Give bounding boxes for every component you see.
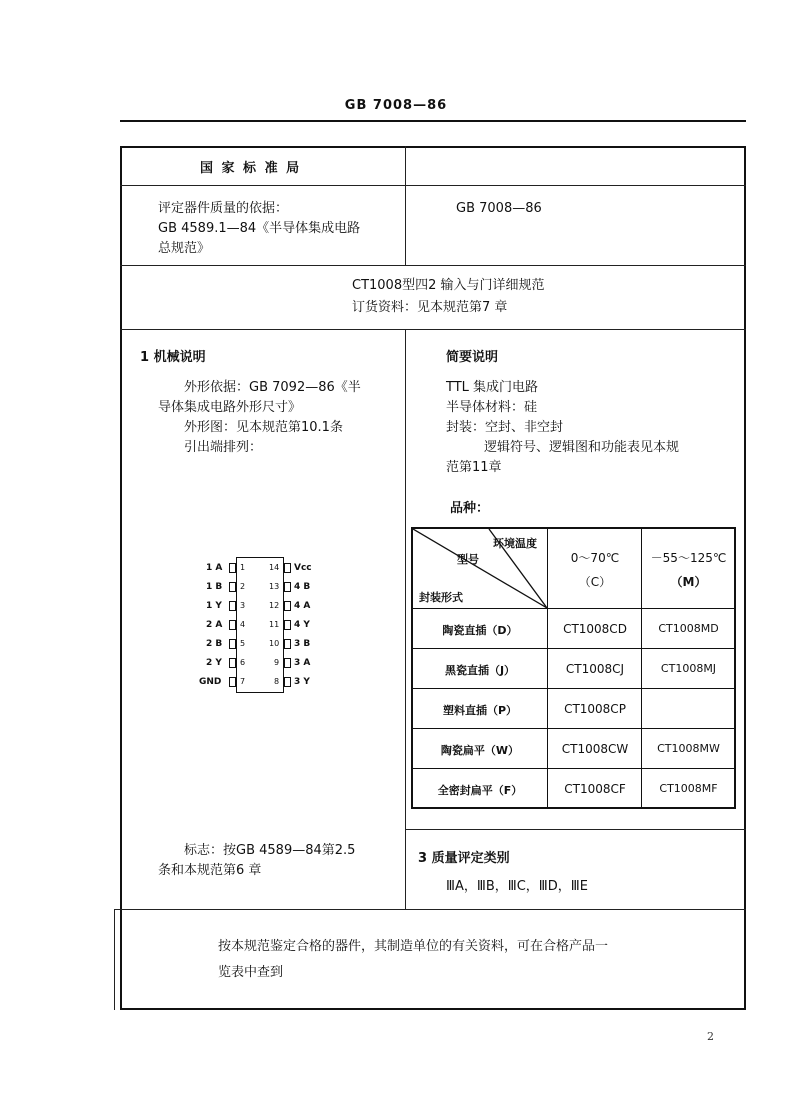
pin-label-right-8: 3 Y bbox=[294, 677, 310, 687]
pin-label-left-6: 2 Y bbox=[206, 658, 222, 668]
marking-line-2: 条和本规范第6 章 bbox=[158, 863, 262, 878]
pin-label-right-10: 3 B bbox=[294, 639, 311, 649]
header-rule bbox=[120, 120, 746, 122]
pin-label-left-4: 2 A bbox=[206, 620, 223, 630]
pin-right-11 bbox=[284, 620, 291, 630]
brief-line-4: 逻辑符号、逻辑图和功能表见本规 bbox=[484, 440, 680, 455]
pin-number-right-11: 11 bbox=[269, 620, 280, 629]
pin-number-right-12: 12 bbox=[269, 601, 280, 610]
col1-temp-range: 0～70℃ bbox=[570, 551, 620, 565]
pin-left-7 bbox=[229, 677, 236, 687]
pin-left-5 bbox=[229, 639, 236, 649]
table-row-c: CT1008CP bbox=[564, 702, 626, 716]
corner-type-label: 型号 bbox=[457, 553, 479, 566]
standard-number-header: GB 7008—86 bbox=[344, 98, 448, 113]
pin-left-1 bbox=[229, 563, 236, 573]
variants-table bbox=[411, 527, 736, 809]
pinout-label: 引出端排列： bbox=[184, 440, 263, 455]
table-row-m: CT1008MJ bbox=[660, 662, 717, 675]
section1-heading: 1 机械说明 bbox=[140, 350, 206, 365]
pin-right-10 bbox=[284, 639, 291, 649]
rule-block2-end bbox=[120, 329, 746, 330]
pin-label-left-2: 1 B bbox=[206, 582, 223, 592]
pin-number-left-5: 5 bbox=[240, 639, 246, 648]
quality-classes: ⅢA，ⅢB，ⅢC，ⅢD，ⅢE bbox=[446, 879, 588, 894]
table-row-pkg: 陶瓷扁平（W） bbox=[440, 744, 520, 757]
bottom-note-line-1: 按本规范鉴定合格的器件，其制造单位的有关资料，可在合格产品一 bbox=[218, 939, 609, 954]
table-row-pkg: 全密封扁平（F） bbox=[437, 784, 523, 797]
table-row-c: CT1008CD bbox=[563, 622, 627, 636]
pin-label-left-7: GND bbox=[199, 677, 222, 687]
pin-number-left-6: 6 bbox=[240, 658, 246, 667]
pin-number-left-2: 2 bbox=[240, 582, 246, 591]
spec-title: CT1008型四2 输入与门详细规范 bbox=[352, 278, 545, 293]
pin-number-left-4: 4 bbox=[240, 620, 246, 629]
pin-label-right-11: 4 Y bbox=[294, 620, 310, 630]
divider-block1 bbox=[405, 146, 406, 265]
pin-number-left-1: 1 bbox=[240, 563, 246, 572]
outline-basis-line-2: 导体集成电路外形尺寸》 bbox=[158, 400, 302, 415]
table-row-m: CT1008MW bbox=[657, 742, 720, 755]
pin-left-4 bbox=[229, 620, 236, 630]
outline-basis-line-1: 外形依据：GB 7092—86《半 bbox=[184, 380, 361, 395]
rule-block1-end bbox=[120, 265, 746, 266]
rule-bottom-block bbox=[114, 909, 746, 910]
section3-heading: 3 质量评定类别 bbox=[418, 851, 510, 866]
rule-title-row bbox=[120, 185, 746, 186]
pin-right-13 bbox=[284, 582, 291, 592]
pin-number-right-13: 13 bbox=[269, 582, 280, 591]
page-number: 2 bbox=[707, 1030, 714, 1043]
brief-heading: 简要说明 bbox=[446, 350, 499, 365]
pin-number-right-9: 9 bbox=[274, 658, 280, 667]
pin-label-right-13: 4 B bbox=[294, 582, 311, 592]
table-row-m: CT1008MD bbox=[658, 622, 719, 635]
brief-line-2: 半导体材料：硅 bbox=[446, 400, 538, 415]
corner-package-label: 封装形式 bbox=[419, 591, 463, 604]
col1-code: （C） bbox=[578, 575, 612, 589]
basis-line-1: GB 4589.1—84《半导体集成电路 bbox=[158, 221, 361, 236]
variants-label: 品种： bbox=[450, 501, 490, 516]
bottom-note-line-2: 览表中查到 bbox=[218, 965, 284, 980]
rule-section3-top bbox=[405, 829, 746, 830]
pin-number-left-3: 3 bbox=[240, 601, 246, 610]
pin-label-left-5: 2 B bbox=[206, 639, 223, 649]
pin-label-right-12: 4 A bbox=[294, 601, 311, 611]
marking-line-1: 标志：按GB 4589—84第2.5 bbox=[184, 843, 356, 858]
basis-label: 评定器件质量的依据： bbox=[158, 201, 289, 216]
pin-left-3 bbox=[229, 601, 236, 611]
pin-label-left-1: 1 A bbox=[206, 563, 223, 573]
right-standard-number: GB 7008—86 bbox=[456, 201, 542, 216]
pin-number-right-10: 10 bbox=[269, 639, 280, 648]
issuer-title: 国 家 标 准 局 bbox=[200, 161, 302, 176]
brief-line-1: TTL 集成门电路 bbox=[446, 380, 539, 395]
pin-label-left-3: 1 Y bbox=[206, 601, 222, 611]
pin-left-2 bbox=[229, 582, 236, 592]
pin-right-12 bbox=[284, 601, 291, 611]
table-row-pkg: 陶瓷直插（D） bbox=[442, 624, 518, 637]
bottom-left-edge bbox=[114, 909, 115, 1010]
pin-number-right-14: 14 bbox=[269, 563, 280, 572]
pin-number-right-8: 8 bbox=[274, 677, 280, 686]
col2-temp-range: －55～125℃ bbox=[650, 551, 727, 565]
pin-right-9 bbox=[284, 658, 291, 668]
pin-left-6 bbox=[229, 658, 236, 668]
outline-drawing-ref: 外形图：见本规范第10.1条 bbox=[184, 420, 343, 435]
table-row-pkg: 塑料直插（P） bbox=[442, 704, 518, 717]
order-info: 订货资料：见本规范第7 章 bbox=[352, 300, 508, 315]
brief-line-5: 范第11章 bbox=[446, 460, 502, 475]
pin-number-left-7: 7 bbox=[240, 677, 246, 686]
divider-main bbox=[405, 329, 406, 909]
pin-right-8 bbox=[284, 677, 291, 687]
pin-label-right-9: 3 A bbox=[294, 658, 311, 668]
basis-line-2: 总规范》 bbox=[158, 241, 211, 256]
col2-code: （M） bbox=[670, 575, 707, 589]
pin-label-right-14: Vcc bbox=[294, 563, 312, 573]
brief-line-3: 封装：空封、非空封 bbox=[446, 420, 564, 435]
table-row-c: CT1008CF bbox=[564, 782, 626, 796]
table-row-c: CT1008CW bbox=[561, 742, 629, 756]
table-row-c: CT1008CJ bbox=[565, 662, 625, 676]
pin-right-14 bbox=[284, 563, 291, 573]
corner-temp-label: 环境温度 bbox=[493, 537, 537, 550]
table-row-pkg: 黑瓷直插（J） bbox=[444, 664, 516, 677]
table-row-m: CT1008MF bbox=[659, 782, 718, 795]
